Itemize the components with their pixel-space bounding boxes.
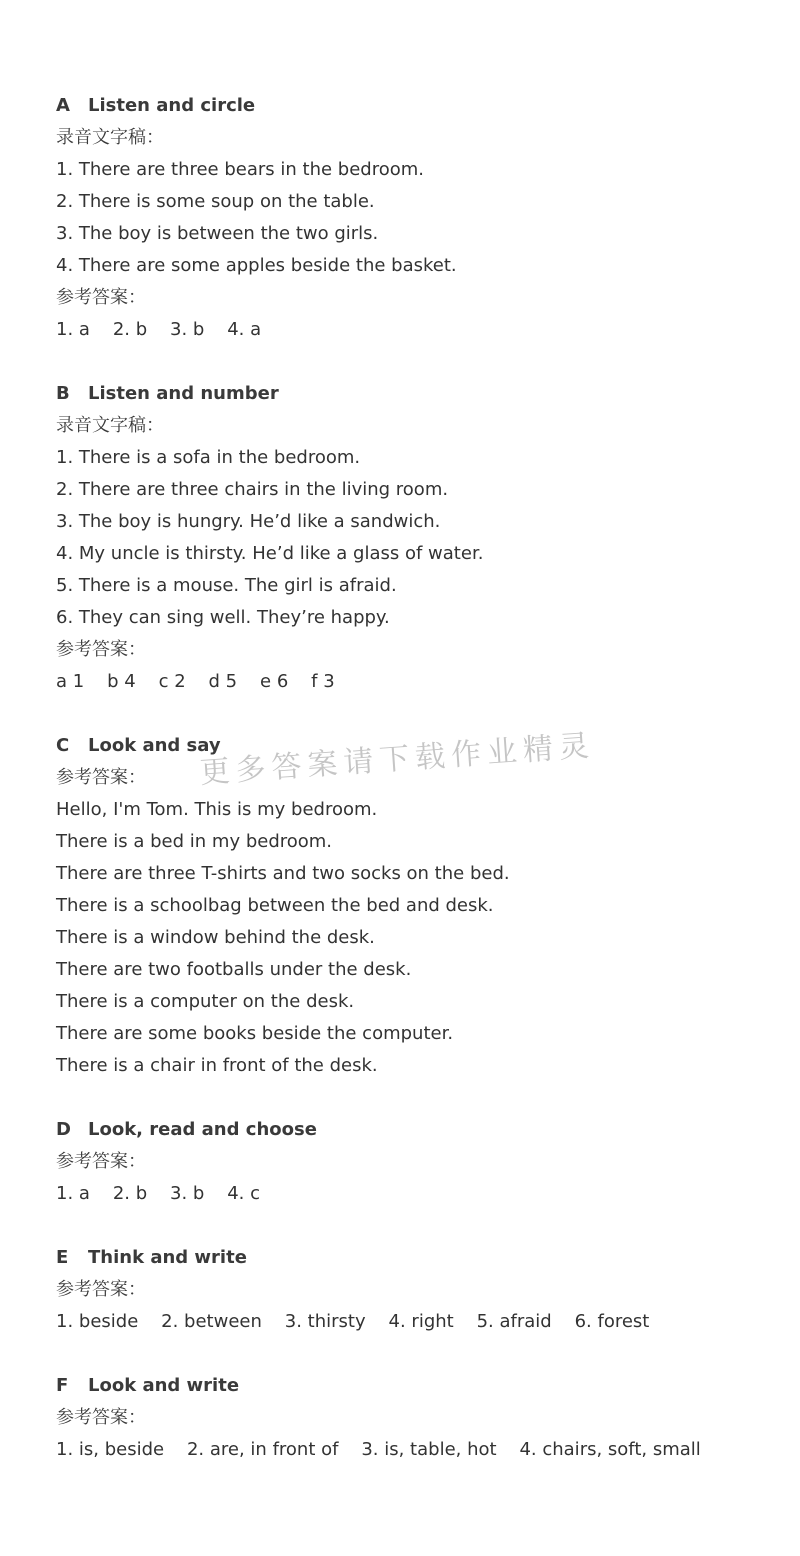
answer-line: Hello, I'm Tom. This is my bedroom. (56, 799, 378, 820)
transcript-line: 6. They can sing well. They’re happy. (56, 607, 390, 628)
section-heading (56, 90, 776, 122)
transcript-line: 1. There are three bears in the bedroom. (56, 159, 424, 180)
answer-line: There is a computer on the desk. (56, 991, 355, 1012)
answer-line: There are two footballs under the desk. (56, 959, 412, 980)
answer-line: There is a schoolbag between the bed and desk. (56, 895, 494, 916)
answer-line: 1. a 2. b 3. b 4. c (56, 1183, 261, 1204)
section-f (56, 1370, 776, 1466)
section-c (56, 730, 776, 1082)
answer-label: 参考答案： (56, 1279, 146, 1300)
section-heading (56, 730, 776, 762)
section-letter: F (56, 1375, 69, 1396)
section-title: Look and write (88, 1375, 240, 1396)
section-heading (56, 1242, 776, 1274)
section-a (56, 90, 776, 346)
transcript-label: 录音文字稿： (56, 415, 164, 436)
section-letter: B (56, 383, 70, 404)
answer-label: 参考答案： (56, 1407, 146, 1428)
section-title: Think and write (88, 1247, 247, 1268)
section-letter: C (56, 735, 70, 756)
answer-line: There is a window behind the desk. (56, 927, 375, 948)
section-letter: A (56, 95, 70, 116)
answer-label: 参考答案： (56, 639, 146, 660)
answer-label: 参考答案： (56, 287, 146, 308)
transcript-label: 录音文字稿： (56, 127, 164, 148)
answer-line: There is a bed in my bedroom. (56, 831, 333, 852)
section-e (56, 1242, 776, 1338)
transcript-line: 2. There are three chairs in the living room. (56, 479, 449, 500)
section-d (56, 1114, 776, 1210)
answer-line: 1. is, beside 2. are, in front of 3. is, table, hot 4. chairs, soft, small (56, 1439, 701, 1460)
answer-label: 参考答案： (56, 767, 146, 788)
answer-label: 参考答案： (56, 1151, 146, 1172)
answer-document (56, 90, 776, 1498)
section-b (56, 378, 776, 698)
section-heading (56, 378, 776, 410)
transcript-line: 3. The boy is between the two girls. (56, 223, 379, 244)
transcript-line: 5. There is a mouse. The girl is afraid. (56, 575, 397, 596)
transcript-line: 4. There are some apples beside the basket. (56, 255, 457, 276)
watermark-text: 更多答案请下载作业精灵 (198, 728, 597, 791)
transcript-line: 1. There is a sofa in the bedroom. (56, 447, 361, 468)
answer-line: 1. a 2. b 3. b 4. a (56, 319, 262, 340)
section-heading (56, 1114, 776, 1146)
section-title: Listen and number (88, 383, 279, 404)
transcript-line: 4. My uncle is thirsty. He’d like a glass of water. (56, 543, 484, 564)
answer-line: There is a chair in front of the desk. (56, 1055, 378, 1076)
answer-line: There are some books beside the computer. (56, 1023, 454, 1044)
answer-line: a 1 b 4 c 2 d 5 e 6 f 3 (56, 671, 335, 692)
section-title: Look, read and choose (88, 1119, 317, 1140)
section-letter: E (56, 1247, 69, 1268)
transcript-line: 2. There is some soup on the table. (56, 191, 375, 212)
transcript-line: 3. The boy is hungry. He’d like a sandwich. (56, 511, 441, 532)
answer-line: 1. beside 2. between 3. thirsty 4. right 5. afraid 6. forest (56, 1311, 650, 1332)
answer-line: There are three T-shirts and two socks on the bed. (56, 863, 510, 884)
section-title: Listen and circle (88, 95, 256, 116)
section-title: Look and say (88, 735, 221, 756)
section-letter: D (56, 1119, 71, 1140)
section-heading (56, 1370, 776, 1402)
